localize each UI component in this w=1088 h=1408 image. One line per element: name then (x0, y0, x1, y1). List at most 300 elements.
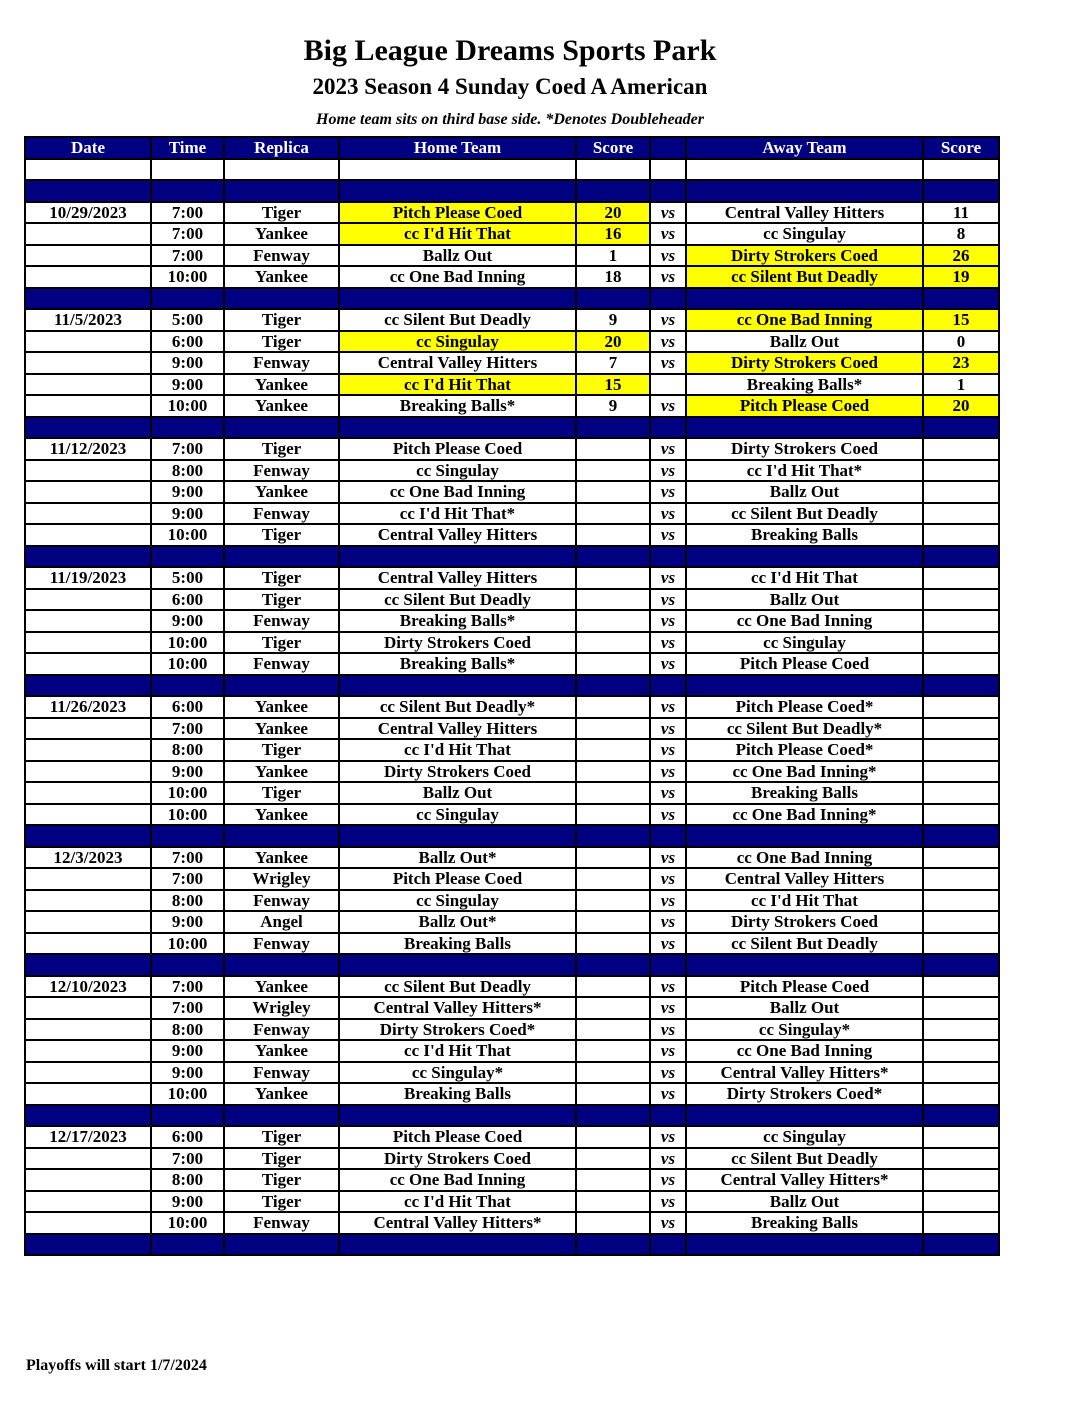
home-team: cc Singulay (339, 804, 576, 826)
separator-cell (576, 417, 650, 439)
away-team: Dirty Strokers Coed (686, 245, 923, 267)
game-date (25, 395, 151, 417)
away-team: Pitch Please Coed* (686, 696, 923, 718)
game-date: 12/17/2023 (25, 1126, 151, 1148)
game-row (25, 309, 999, 331)
header-row (25, 137, 999, 159)
game-replica: Yankee (224, 481, 339, 503)
game-time: 9:00 (151, 374, 224, 396)
game-date (25, 1019, 151, 1041)
game-date (25, 1083, 151, 1105)
separator-cell (686, 954, 923, 976)
away-team: cc Singulay (686, 223, 923, 245)
game-replica: Yankee (224, 761, 339, 783)
game-replica: Fenway (224, 460, 339, 482)
game-date (25, 223, 151, 245)
game-date (25, 718, 151, 740)
separator-cell (25, 1234, 151, 1256)
separator-cell (224, 954, 339, 976)
home-team: Pitch Please Coed (339, 438, 576, 460)
home-team: Pitch Please Coed (339, 868, 576, 890)
separator-cell (686, 417, 923, 439)
home-score (576, 653, 650, 675)
home-score (576, 1191, 650, 1213)
vs-label: vs (650, 1212, 686, 1234)
vs-label: vs (650, 309, 686, 331)
away-score (923, 997, 999, 1019)
away-team: Pitch Please Coed (686, 395, 923, 417)
home-score (576, 503, 650, 525)
home-score (576, 890, 650, 912)
header-date: Date (25, 137, 151, 159)
away-score (923, 653, 999, 675)
away-score (923, 739, 999, 761)
game-row (25, 438, 999, 460)
away-score (923, 632, 999, 654)
vs-label: vs (650, 481, 686, 503)
game-time: 7:00 (151, 718, 224, 740)
game-date (25, 245, 151, 267)
vs-label: vs (650, 1062, 686, 1084)
home-team: cc I'd Hit That* (339, 503, 576, 525)
separator-cell (686, 675, 923, 697)
game-row (25, 911, 999, 933)
home-team: cc Silent But Deadly (339, 976, 576, 998)
game-row (25, 976, 999, 998)
game-row (25, 847, 999, 869)
separator-cell (686, 825, 923, 847)
game-replica: Yankee (224, 1040, 339, 1062)
vs-label: vs (650, 890, 686, 912)
home-team: Ballz Out* (339, 847, 576, 869)
away-team: Ballz Out (686, 1191, 923, 1213)
game-row (25, 524, 999, 546)
game-date (25, 1191, 151, 1213)
home-score: 20 (576, 202, 650, 224)
game-replica: Tiger (224, 1148, 339, 1170)
game-row (25, 782, 999, 804)
header-away-score: Score (923, 137, 999, 159)
game-row (25, 610, 999, 632)
week-separator (25, 180, 999, 202)
page-subtitle: 2023 Season 4 Sunday Coed A American (312, 74, 708, 99)
home-score (576, 847, 650, 869)
vs-label: vs (650, 1083, 686, 1105)
game-date (25, 460, 151, 482)
game-row (25, 868, 999, 890)
game-row (25, 761, 999, 783)
home-score (576, 1040, 650, 1062)
game-time: 9:00 (151, 503, 224, 525)
game-time: 9:00 (151, 1191, 224, 1213)
game-date: 11/26/2023 (25, 696, 151, 718)
vs-label: vs (650, 589, 686, 611)
game-time: 9:00 (151, 352, 224, 374)
home-score (576, 632, 650, 654)
game-row (25, 1126, 999, 1148)
away-team: Central Valley Hitters* (686, 1169, 923, 1191)
game-row (25, 374, 999, 396)
game-date (25, 524, 151, 546)
separator-cell (224, 1105, 339, 1127)
separator-cell (224, 546, 339, 568)
separator-cell (576, 1105, 650, 1127)
game-row (25, 653, 999, 675)
game-time: 10:00 (151, 1083, 224, 1105)
away-score (923, 976, 999, 998)
game-time: 7:00 (151, 868, 224, 890)
game-time: 8:00 (151, 1169, 224, 1191)
vs-label: vs (650, 782, 686, 804)
game-date (25, 890, 151, 912)
separator-cell (923, 180, 999, 202)
vs-label: vs (650, 739, 686, 761)
game-replica: Yankee (224, 804, 339, 826)
home-score (576, 1148, 650, 1170)
home-team: Dirty Strokers Coed* (339, 1019, 576, 1041)
home-team: Central Valley Hitters* (339, 997, 576, 1019)
away-team: cc One Bad Inning (686, 1040, 923, 1062)
separator-cell (151, 1234, 224, 1256)
away-team: Pitch Please Coed (686, 653, 923, 675)
separator-cell (923, 1234, 999, 1256)
home-score (576, 868, 650, 890)
home-team: cc I'd Hit That (339, 739, 576, 761)
separator-cell (151, 288, 224, 310)
separator-cell (339, 288, 576, 310)
separator-cell (224, 1234, 339, 1256)
game-date: 11/19/2023 (25, 567, 151, 589)
home-score: 9 (576, 309, 650, 331)
game-replica: Angel (224, 911, 339, 933)
separator-cell (650, 1105, 686, 1127)
game-replica: Fenway (224, 503, 339, 525)
home-score: 16 (576, 223, 650, 245)
away-score: 26 (923, 245, 999, 267)
home-team: cc I'd Hit That (339, 223, 576, 245)
vs-label: vs (650, 632, 686, 654)
separator-cell (339, 417, 576, 439)
home-team: Pitch Please Coed (339, 1126, 576, 1148)
home-team: Central Valley Hitters (339, 524, 576, 546)
separator-cell (339, 954, 576, 976)
game-replica: Fenway (224, 352, 339, 374)
game-replica: Yankee (224, 1083, 339, 1105)
separator-cell (339, 1234, 576, 1256)
home-team: cc Silent But Deadly (339, 589, 576, 611)
away-team: cc Silent But Deadly (686, 503, 923, 525)
game-date (25, 653, 151, 675)
game-replica: Fenway (224, 653, 339, 675)
separator-cell (25, 288, 151, 310)
game-time: 7:00 (151, 847, 224, 869)
vs-label: vs (650, 1019, 686, 1041)
away-team: Breaking Balls* (686, 374, 923, 396)
schedule-table (24, 136, 1000, 1256)
home-team: cc One Bad Inning (339, 1169, 576, 1191)
home-score: 15 (576, 374, 650, 396)
game-replica: Tiger (224, 739, 339, 761)
away-team: Dirty Strokers Coed (686, 438, 923, 460)
vs-label: vs (650, 976, 686, 998)
separator-cell (151, 180, 224, 202)
game-replica: Yankee (224, 374, 339, 396)
game-date (25, 374, 151, 396)
away-team: cc Silent But Deadly (686, 266, 923, 288)
separator-cell (650, 825, 686, 847)
vs-label: vs (650, 524, 686, 546)
home-team: cc Singulay (339, 890, 576, 912)
separator-cell (923, 417, 999, 439)
home-team: Breaking Balls* (339, 610, 576, 632)
vs-label: vs (650, 395, 686, 417)
vs-label: vs (650, 1191, 686, 1213)
vs-label: vs (650, 868, 686, 890)
week-separator (25, 288, 999, 310)
home-score (576, 438, 650, 460)
separator-cell (923, 954, 999, 976)
vs-label: vs (650, 266, 686, 288)
home-score (576, 933, 650, 955)
game-date: 10/29/2023 (25, 202, 151, 224)
home-score: 1 (576, 245, 650, 267)
home-score (576, 997, 650, 1019)
home-score (576, 718, 650, 740)
home-score: 20 (576, 331, 650, 353)
game-replica: Fenway (224, 1019, 339, 1041)
away-team: cc Silent But Deadly* (686, 718, 923, 740)
separator-cell (576, 825, 650, 847)
away-score (923, 696, 999, 718)
away-score (923, 933, 999, 955)
vs-label: vs (650, 503, 686, 525)
vs-label: vs (650, 911, 686, 933)
separator-cell (151, 417, 224, 439)
game-row (25, 1062, 999, 1084)
week-separator (25, 417, 999, 439)
game-replica: Wrigley (224, 868, 339, 890)
game-row (25, 245, 999, 267)
away-team: Dirty Strokers Coed* (686, 1083, 923, 1105)
game-row (25, 395, 999, 417)
separator-cell (686, 288, 923, 310)
away-score: 8 (923, 223, 999, 245)
away-team: cc I'd Hit That (686, 567, 923, 589)
home-score (576, 1169, 650, 1191)
game-time: 7:00 (151, 438, 224, 460)
home-team: Pitch Please Coed (339, 202, 576, 224)
home-score: 18 (576, 266, 650, 288)
game-time: 7:00 (151, 976, 224, 998)
away-score (923, 524, 999, 546)
game-date (25, 503, 151, 525)
game-date (25, 1169, 151, 1191)
game-date (25, 331, 151, 353)
separator-cell (576, 1234, 650, 1256)
separator-cell (923, 546, 999, 568)
away-score (923, 567, 999, 589)
home-team: cc Singulay* (339, 1062, 576, 1084)
game-time: 9:00 (151, 481, 224, 503)
away-score (923, 804, 999, 826)
vs-label: vs (650, 245, 686, 267)
game-time: 10:00 (151, 653, 224, 675)
home-team: Central Valley Hitters (339, 718, 576, 740)
blank-row (25, 159, 999, 181)
home-score (576, 1083, 650, 1105)
home-score (576, 804, 650, 826)
separator-cell (224, 825, 339, 847)
game-row (25, 460, 999, 482)
away-score (923, 481, 999, 503)
week-separator (25, 675, 999, 697)
separator-cell (576, 954, 650, 976)
away-score: 1 (923, 374, 999, 396)
vs-label: vs (650, 761, 686, 783)
separator-cell (25, 675, 151, 697)
week-separator (25, 1234, 999, 1256)
home-team: Dirty Strokers Coed (339, 632, 576, 654)
game-replica: Yankee (224, 976, 339, 998)
vs-label: vs (650, 933, 686, 955)
home-score (576, 460, 650, 482)
away-score: 20 (923, 395, 999, 417)
game-time: 10:00 (151, 782, 224, 804)
home-score (576, 1126, 650, 1148)
game-replica: Fenway (224, 610, 339, 632)
game-replica: Yankee (224, 395, 339, 417)
home-team: Breaking Balls* (339, 395, 576, 417)
game-row (25, 933, 999, 955)
game-time: 10:00 (151, 933, 224, 955)
away-team: cc One Bad Inning (686, 847, 923, 869)
game-row (25, 632, 999, 654)
game-time: 9:00 (151, 1040, 224, 1062)
header-away-team: Away Team (686, 137, 923, 159)
game-time: 6:00 (151, 696, 224, 718)
away-team: Ballz Out (686, 997, 923, 1019)
away-team: Dirty Strokers Coed (686, 911, 923, 933)
home-team: Central Valley Hitters* (339, 1212, 576, 1234)
home-score (576, 589, 650, 611)
home-team: Dirty Strokers Coed (339, 1148, 576, 1170)
separator-cell (339, 1105, 576, 1127)
vs-label: vs (650, 202, 686, 224)
away-team: cc Singulay* (686, 1019, 923, 1041)
game-replica: Tiger (224, 331, 339, 353)
vs-label: vs (650, 847, 686, 869)
game-date (25, 933, 151, 955)
game-time: 5:00 (151, 567, 224, 589)
game-time: 7:00 (151, 202, 224, 224)
away-score (923, 1040, 999, 1062)
game-replica: Tiger (224, 438, 339, 460)
away-score (923, 1191, 999, 1213)
home-score: 7 (576, 352, 650, 374)
game-row (25, 997, 999, 1019)
home-team: cc One Bad Inning (339, 481, 576, 503)
week-separator (25, 1105, 999, 1127)
game-date (25, 610, 151, 632)
home-score (576, 1212, 650, 1234)
game-replica: Tiger (224, 782, 339, 804)
game-time: 8:00 (151, 1019, 224, 1041)
game-replica: Tiger (224, 1169, 339, 1191)
game-date (25, 782, 151, 804)
game-replica: Fenway (224, 933, 339, 955)
separator-cell (224, 288, 339, 310)
away-team: Ballz Out (686, 481, 923, 503)
home-team: cc I'd Hit That (339, 1040, 576, 1062)
home-team: cc I'd Hit That (339, 374, 576, 396)
game-row (25, 223, 999, 245)
header-replica: Replica (224, 137, 339, 159)
separator-cell (576, 180, 650, 202)
separator-cell (151, 954, 224, 976)
game-date (25, 1062, 151, 1084)
separator-cell (923, 675, 999, 697)
away-score (923, 761, 999, 783)
game-date (25, 352, 151, 374)
vs-label: vs (650, 438, 686, 460)
game-date (25, 997, 151, 1019)
vs-label: vs (650, 1148, 686, 1170)
separator-cell (339, 825, 576, 847)
game-replica: Tiger (224, 309, 339, 331)
header-home-score: Score (576, 137, 650, 159)
away-team: Central Valley Hitters (686, 868, 923, 890)
away-score (923, 460, 999, 482)
game-row (25, 1083, 999, 1105)
home-score: 9 (576, 395, 650, 417)
game-replica: Yankee (224, 718, 339, 740)
away-score (923, 911, 999, 933)
away-score (923, 438, 999, 460)
game-replica: Fenway (224, 245, 339, 267)
away-team: cc One Bad Inning (686, 309, 923, 331)
game-time: 8:00 (151, 460, 224, 482)
game-replica: Tiger (224, 202, 339, 224)
game-row (25, 739, 999, 761)
game-date (25, 481, 151, 503)
game-replica: Yankee (224, 223, 339, 245)
vs-label: vs (650, 653, 686, 675)
game-row (25, 1148, 999, 1170)
home-team: Ballz Out* (339, 911, 576, 933)
game-time: 6:00 (151, 1126, 224, 1148)
game-row (25, 503, 999, 525)
separator-cell (25, 825, 151, 847)
home-score (576, 481, 650, 503)
home-score (576, 761, 650, 783)
game-date (25, 804, 151, 826)
game-replica: Fenway (224, 1062, 339, 1084)
home-team: Breaking Balls (339, 933, 576, 955)
home-team: cc Singulay (339, 331, 576, 353)
game-time: 10:00 (151, 632, 224, 654)
game-date: 11/12/2023 (25, 438, 151, 460)
vs-label: vs (650, 223, 686, 245)
home-team: Ballz Out (339, 245, 576, 267)
game-replica: Yankee (224, 696, 339, 718)
game-replica: Tiger (224, 632, 339, 654)
separator-cell (576, 546, 650, 568)
game-date: 11/5/2023 (25, 309, 151, 331)
game-replica: Tiger (224, 567, 339, 589)
game-date (25, 266, 151, 288)
separator-cell (25, 180, 151, 202)
separator-cell (650, 180, 686, 202)
